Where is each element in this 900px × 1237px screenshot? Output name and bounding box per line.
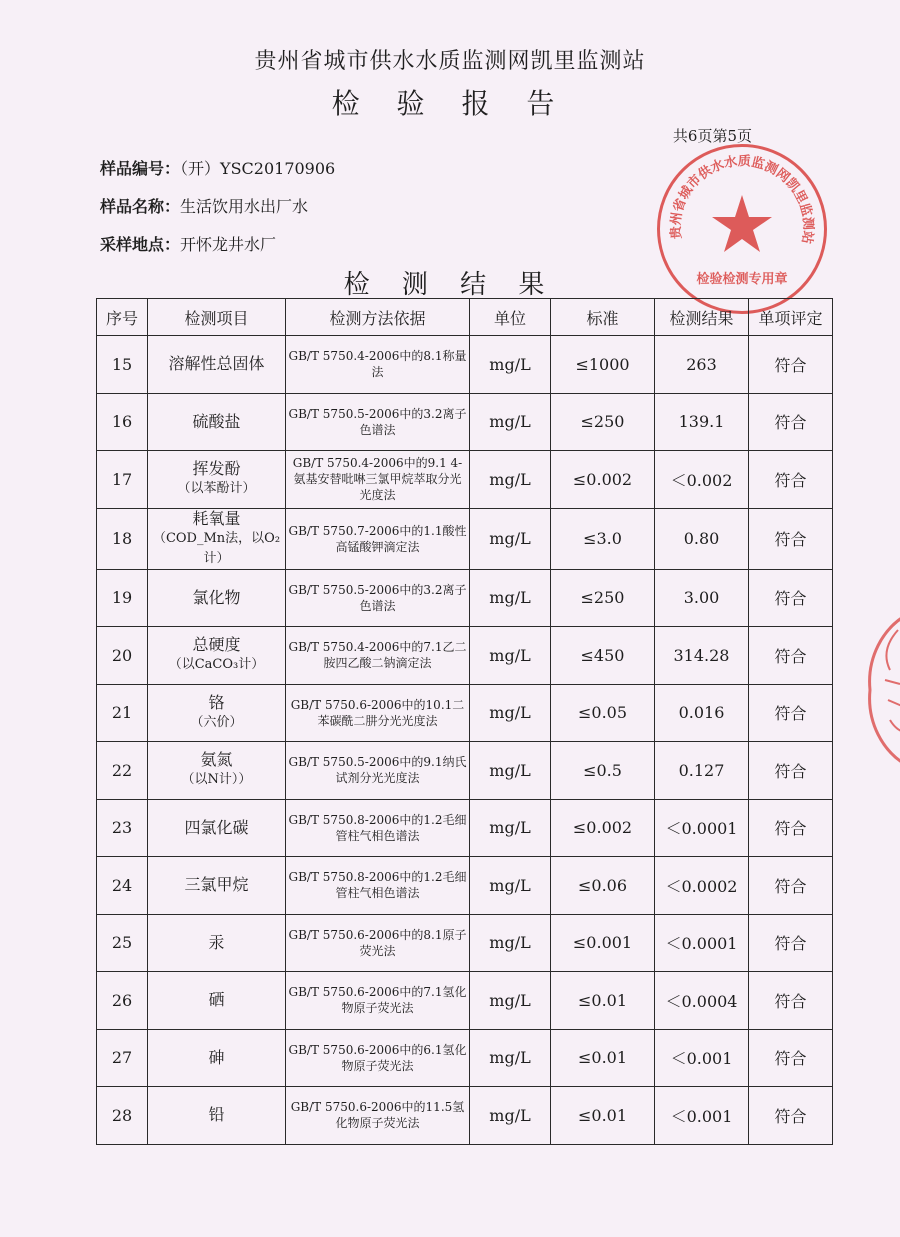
cell-method: GB/T 5750.4-2006中的7.1乙二胺四乙酸二钠滴定法 <box>286 627 470 685</box>
cell-standard: ≤0.5 <box>551 742 655 800</box>
cell-no: 16 <box>97 393 148 451</box>
cell-item <box>148 914 286 972</box>
header-standard: 标准 <box>551 299 655 336</box>
cell-result: 0.127 <box>655 742 749 800</box>
cell-standard: ≤0.01 <box>551 1087 655 1145</box>
cell-item <box>148 1029 286 1087</box>
page-info: 共6页第5页 <box>672 127 752 145</box>
item-note: （以N计）） <box>181 772 252 788</box>
table-row <box>97 799 833 857</box>
item-note: （以CaCO₃计） <box>168 657 265 673</box>
cell-verdict: 符合 <box>749 627 833 685</box>
item-name: 三氯甲烷 <box>184 875 249 895</box>
sample-name-value: 生活饮用水出厂水 <box>180 197 309 216</box>
cell-result: ＜0.001 <box>655 1029 749 1087</box>
table-row <box>97 569 833 627</box>
cell-no: 23 <box>97 799 148 857</box>
item-name: 耗氧量 <box>192 508 241 528</box>
cell-method: GB/T 5750.6-2006中的6.1氢化物原子荧光法 <box>286 1029 470 1087</box>
table-row <box>97 393 833 451</box>
cell-unit: mg/L <box>470 914 551 972</box>
sample-number-value: （开）YSC20170906 <box>180 159 336 178</box>
cell-verdict: 符合 <box>749 914 833 972</box>
item-note: （以苯酚计） <box>177 481 256 497</box>
sampling-location-label: 采样地点： <box>100 235 181 254</box>
table-row <box>97 972 833 1030</box>
cell-standard: ≤1000 <box>551 336 655 394</box>
cell-result: 263 <box>655 336 749 394</box>
cell-verdict: 符合 <box>749 857 833 915</box>
cell-verdict: 符合 <box>749 393 833 451</box>
header-no: 序号 <box>97 299 148 336</box>
cell-verdict: 符合 <box>749 508 833 569</box>
cell-method: GB/T 5750.6-2006中的11.5氢化物原子荧光法 <box>286 1087 470 1145</box>
item-name: 氯化物 <box>192 587 241 607</box>
cell-standard: ≤0.05 <box>551 684 655 742</box>
cell-unit: mg/L <box>470 857 551 915</box>
item-note: （COD_Mn法，以O₂计） <box>152 530 281 566</box>
cell-unit: mg/L <box>470 684 551 742</box>
sample-number-label: 样品编号： <box>100 159 181 178</box>
header-item: 检测项目 <box>148 299 286 336</box>
cell-verdict: 符合 <box>749 1029 833 1087</box>
cell-method: GB/T 5750.6-2006中的8.1原子荧光法 <box>286 914 470 972</box>
item-name: 四氯化碳 <box>184 817 249 837</box>
cell-unit: mg/L <box>470 627 551 685</box>
table-row <box>97 914 833 972</box>
cell-method: GB/T 5750.4-2006中的9.1 4-氨基安替吡啉三氯甲烷萃取分光光度法 <box>286 451 470 509</box>
item-name: 硫酸盐 <box>192 411 241 431</box>
cell-unit: mg/L <box>470 799 551 857</box>
header-unit: 单位 <box>470 299 551 336</box>
cell-no: 25 <box>97 914 148 972</box>
seal-bottom-text: 检验检测专用章 <box>696 272 788 287</box>
table-row <box>97 1087 833 1145</box>
cell-result: 0.80 <box>655 508 749 569</box>
cell-result: 0.016 <box>655 684 749 742</box>
table-row <box>97 742 833 800</box>
cell-method: GB/T 5750.4-2006中的8.1称量法 <box>286 336 470 394</box>
cell-standard: ≤0.002 <box>551 451 655 509</box>
cell-no: 17 <box>97 451 148 509</box>
partial-seal-edge <box>850 610 900 770</box>
sample-number-row <box>100 156 335 179</box>
cell-standard: ≤0.001 <box>551 914 655 972</box>
cell-item <box>148 799 286 857</box>
cell-standard: ≤0.06 <box>551 857 655 915</box>
cell-method: GB/T 5750.8-2006中的1.2毛细管柱气相色谱法 <box>286 857 470 915</box>
cell-verdict: 符合 <box>749 336 833 394</box>
table-row <box>97 451 833 509</box>
item-name: 溶解性总固体 <box>168 354 265 374</box>
header-method: 检测方法依据 <box>286 299 470 336</box>
cell-no: 24 <box>97 857 148 915</box>
cell-verdict: 符合 <box>749 972 833 1030</box>
item-name: 铅 <box>208 1105 225 1125</box>
cell-unit: mg/L <box>470 569 551 627</box>
cell-result: 139.1 <box>655 393 749 451</box>
table-row <box>97 336 833 394</box>
cell-result: ＜0.0004 <box>655 972 749 1030</box>
cell-unit: mg/L <box>470 508 551 569</box>
cell-item <box>148 627 286 685</box>
cell-unit: mg/L <box>470 336 551 394</box>
table-row <box>97 857 833 915</box>
cell-unit: mg/L <box>470 393 551 451</box>
table-row <box>97 627 833 685</box>
cell-result: ＜0.001 <box>655 1087 749 1145</box>
cell-result: 3.00 <box>655 569 749 627</box>
cell-result: ＜0.0002 <box>655 857 749 915</box>
item-name: 砷 <box>208 1047 225 1067</box>
sampling-location-value: 开怀龙井水厂 <box>180 235 277 254</box>
organization-title: 贵州省城市供水水质监测网凯里监测站 <box>254 49 646 74</box>
cell-result: 314.28 <box>655 627 749 685</box>
cell-verdict: 符合 <box>749 684 833 742</box>
cell-result: ＜0.0001 <box>655 914 749 972</box>
cell-result: ＜0.0001 <box>655 799 749 857</box>
cell-method: GB/T 5750.6-2006中的10.1二苯碳酰二肼分光光度法 <box>286 684 470 742</box>
sample-name-row <box>100 194 308 217</box>
cell-item <box>148 742 286 800</box>
cell-standard: ≤250 <box>551 393 655 451</box>
star-icon <box>712 195 772 252</box>
table-header-row <box>97 299 833 336</box>
item-name: 氨氮 <box>200 750 233 770</box>
cell-verdict: 符合 <box>749 569 833 627</box>
table-row <box>97 508 833 569</box>
cell-unit: mg/L <box>470 742 551 800</box>
cell-no: 20 <box>97 627 148 685</box>
cell-method: GB/T 5750.6-2006中的7.1氢化物原子荧光法 <box>286 972 470 1030</box>
cell-verdict: 符合 <box>749 799 833 857</box>
cell-no: 28 <box>97 1087 148 1145</box>
cell-unit: mg/L <box>470 1087 551 1145</box>
cell-no: 22 <box>97 742 148 800</box>
cell-standard: ≤0.01 <box>551 1029 655 1087</box>
cell-item <box>148 972 286 1030</box>
cell-verdict: 符合 <box>749 1087 833 1145</box>
cell-item <box>148 569 286 627</box>
cell-item <box>148 336 286 394</box>
cell-item <box>148 1087 286 1145</box>
cell-no: 15 <box>97 336 148 394</box>
cell-method: GB/T 5750.5-2006中的3.2离子色谱法 <box>286 569 470 627</box>
cell-standard: ≤3.0 <box>551 508 655 569</box>
cell-unit: mg/L <box>470 1029 551 1087</box>
table-row <box>97 1029 833 1087</box>
cell-method: GB/T 5750.8-2006中的1.2毛细管柱气相色谱法 <box>286 799 470 857</box>
cell-standard: ≤0.002 <box>551 799 655 857</box>
header-verdict: 单项评定 <box>749 299 833 336</box>
cell-method: GB/T 5750.5-2006中的3.2离子色谱法 <box>286 393 470 451</box>
official-seal <box>657 144 827 314</box>
cell-no: 21 <box>97 684 148 742</box>
results-title: 检 测 结 果 <box>343 270 557 300</box>
header-result: 检测结果 <box>655 299 749 336</box>
cell-standard: ≤0.01 <box>551 972 655 1030</box>
cell-item <box>148 857 286 915</box>
item-note: （六价） <box>190 714 243 730</box>
cell-standard: ≤450 <box>551 627 655 685</box>
cell-item <box>148 451 286 509</box>
cell-unit: mg/L <box>470 972 551 1030</box>
seal-arc-text: 贵州省城市供水水质监测网凯里监测站 <box>668 154 816 245</box>
cell-verdict: 符合 <box>749 451 833 509</box>
item-name: 汞 <box>208 932 225 952</box>
cell-standard: ≤250 <box>551 569 655 627</box>
table-row <box>97 684 833 742</box>
cell-verdict: 符合 <box>749 742 833 800</box>
item-name: 硒 <box>208 990 225 1010</box>
cell-no: 18 <box>97 508 148 569</box>
cell-method: GB/T 5750.5-2006中的9.1纳氏试剂分光光度法 <box>286 742 470 800</box>
cell-method: GB/T 5750.7-2006中的1.1酸性高锰酸钾滴定法 <box>286 508 470 569</box>
cell-no: 26 <box>97 972 148 1030</box>
cell-result: ＜0.002 <box>655 451 749 509</box>
results-table <box>96 298 833 1145</box>
cell-no: 27 <box>97 1029 148 1087</box>
cell-unit: mg/L <box>470 451 551 509</box>
cell-item <box>148 508 286 569</box>
cell-item <box>148 684 286 742</box>
sampling-location-row <box>100 232 276 255</box>
sample-name-label: 样品名称： <box>100 197 181 216</box>
report-title: 检 验 报 告 <box>331 87 569 120</box>
item-name: 总硬度 <box>192 635 241 655</box>
item-name: 铬 <box>208 692 225 712</box>
item-name: 挥发酚 <box>192 459 241 479</box>
cell-item <box>148 393 286 451</box>
cell-no: 19 <box>97 569 148 627</box>
